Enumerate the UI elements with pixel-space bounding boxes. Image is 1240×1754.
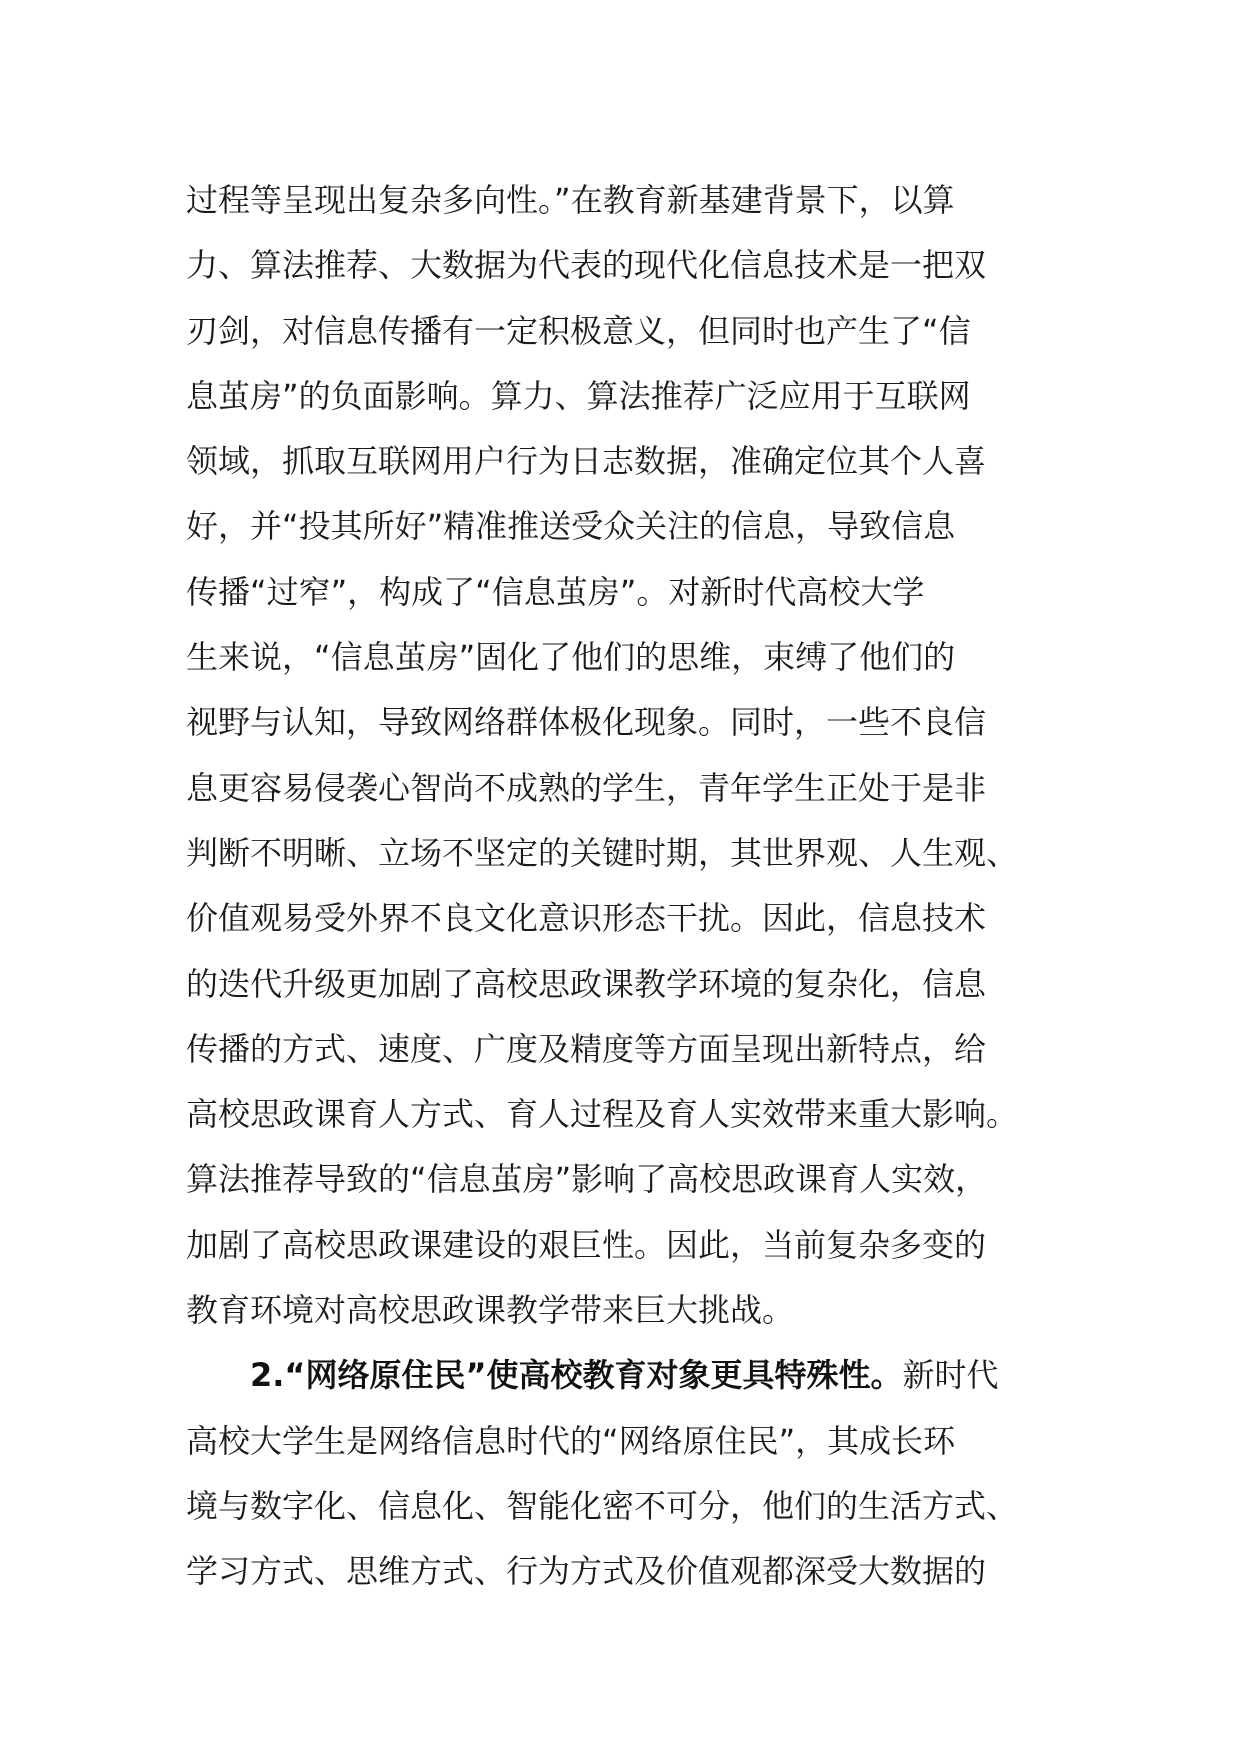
text-line: 过程等呈现出复杂多向性。”在教育新基建背景下，以算: [186, 181, 955, 219]
text-line: 好，并“投其所好”精准推送受众关注的信息，导致信息: [186, 507, 956, 546]
text-line: 的迭代升级更加剧了高校思政课教学环境的复杂化，信息: [186, 964, 987, 1003]
body-text: [186, 168, 1066, 1605]
text-line: 高校思政课育人方式、育人过程及育人实效带来重大影响。: [186, 1095, 1019, 1134]
text-line: 生来说，“信息茧房”固化了他们的思维，束缚了他们的: [186, 638, 956, 677]
text-line: 息更容易侵袭心智尚不成熟的学生，青年学生正处于是非: [186, 768, 987, 807]
section-heading: 2.“网络原住民”使高校教育对象更具特殊性。: [250, 1356, 903, 1395]
text-line: 刃剑，对信息传播有一定积极意义，但同时也产生了“信: [186, 311, 971, 350]
text-line: 视野与认知，导致网络群体极化现象。同时，一些不良信: [186, 703, 987, 742]
text-line: 传播的方式、速度、广度及精度等方面呈现出新特点，给: [186, 1029, 987, 1068]
text-line: 判断不明晰、立场不坚定的关键时期，其世界观、人生观、: [186, 833, 1019, 872]
text-line: 传播“过窄”，构成了“信息茧房”。对新时代高校大学: [186, 572, 925, 611]
text-line: 学习方式、思维方式、行为方式及价值观都深受大数据的: [186, 1552, 987, 1591]
text-line: 教育环境对高校思政课教学带来巨大挑战。: [186, 1291, 795, 1330]
text-line: 高校大学生是网络信息时代的“网络原住民”，其成长环: [186, 1421, 956, 1460]
text-line: 领域，抓取互联网用户行为日志数据，准确定位其个人喜: [186, 442, 987, 481]
text-line: 力、算法推荐、大数据为代表的现代化信息技术是一把双: [186, 246, 987, 285]
text-line: 加剧了高校思政课建设的艰巨性。因此，当前复杂多变的: [186, 1225, 987, 1264]
text-line: 境与数字化、信息化、智能化密不可分，他们的生活方式、: [186, 1486, 1019, 1525]
text-line: 算法推荐导致的“信息茧房”影响了高校思政课育人实效，: [186, 1160, 988, 1199]
heading-continuation: 新时代: [902, 1356, 999, 1395]
text-line: 息茧房”的负面影响。算力、算法推荐广泛应用于互联网: [186, 376, 971, 415]
section-heading-line: [186, 1343, 1066, 1408]
text-line: 价值观易受外界不良文化意识形态干扰。因此，信息技术: [186, 899, 987, 938]
